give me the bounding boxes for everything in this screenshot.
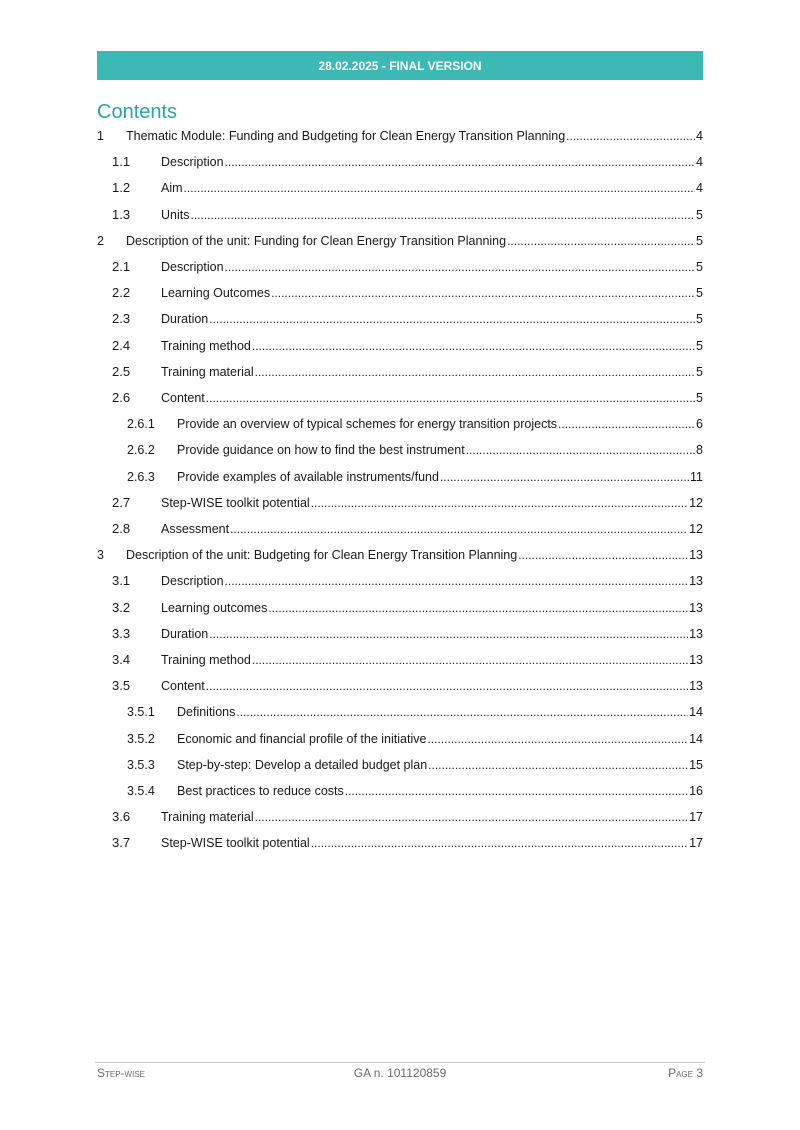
toc-entry[interactable] bbox=[97, 307, 703, 327]
toc-entry-page[interactable]: 5 bbox=[696, 286, 703, 301]
toc-entry[interactable] bbox=[97, 779, 703, 799]
toc-entry-number: 2.6.3 bbox=[127, 469, 155, 484]
toc-dot-leader bbox=[558, 416, 695, 432]
toc-entry-page[interactable]: 5 bbox=[696, 207, 703, 222]
toc-entry-page[interactable]: 5 bbox=[696, 364, 703, 379]
toc-dot-leader bbox=[518, 547, 688, 563]
toc-entry-title[interactable]: Description bbox=[161, 574, 224, 589]
toc-dot-leader bbox=[190, 207, 695, 223]
toc-entry[interactable] bbox=[97, 517, 703, 537]
toc-entry-number: 3.5.3 bbox=[127, 757, 155, 772]
toc-entry-page[interactable]: 5 bbox=[696, 260, 703, 274]
toc-entry-number: 3.5 bbox=[112, 678, 131, 694]
toc-entry-number: 3.5.1 bbox=[127, 705, 155, 720]
toc-dot-leader bbox=[345, 783, 688, 799]
toc-entry-number: 2.1 bbox=[112, 259, 131, 274]
toc-entry[interactable] bbox=[97, 150, 703, 170]
toc-entry-page[interactable]: 4 bbox=[696, 129, 703, 143]
toc-entry[interactable] bbox=[97, 753, 703, 773]
toc-dot-leader bbox=[252, 338, 695, 354]
toc-entry[interactable] bbox=[97, 176, 703, 196]
version-banner: 28.02.2025 - FINAL VERSION bbox=[97, 51, 703, 80]
toc-entry[interactable] bbox=[97, 281, 703, 301]
toc-entry-page[interactable]: 16 bbox=[689, 784, 703, 798]
toc-entry-number: 2.5 bbox=[112, 363, 131, 379]
toc-entry-page[interactable]: 11 bbox=[690, 469, 703, 484]
toc-dot-leader bbox=[252, 652, 688, 668]
toc-entry-title[interactable]: Definitions bbox=[177, 705, 236, 720]
toc-entry-number: 3.5.2 bbox=[127, 731, 155, 746]
toc-entry-number: 3.3 bbox=[112, 625, 131, 641]
toc-entry-page[interactable]: 5 bbox=[696, 391, 703, 405]
toc-entry[interactable] bbox=[97, 700, 703, 720]
toc-entry-number: 1 bbox=[97, 129, 104, 143]
toc-entry-title[interactable]: Provide examples of available instruments/fund bbox=[177, 469, 439, 484]
toc-entry[interactable] bbox=[97, 360, 703, 380]
toc-dot-leader bbox=[255, 809, 688, 825]
toc-entry-title[interactable]: Description of the unit: Budgeting for Clean Energy Transition Planning bbox=[126, 548, 518, 563]
toc-entry-number: 2.6.2 bbox=[127, 443, 155, 458]
toc-entry-page[interactable]: 13 bbox=[689, 600, 703, 615]
toc-dot-leader bbox=[230, 521, 688, 537]
toc-dot-leader bbox=[271, 285, 695, 301]
toc-entry-title[interactable]: Duration bbox=[161, 626, 209, 641]
toc-entry-title[interactable]: Description bbox=[161, 155, 224, 170]
toc-dot-leader bbox=[427, 731, 688, 747]
toc-entry-page[interactable]: 14 bbox=[689, 731, 703, 746]
toc-entry-page[interactable]: 17 bbox=[689, 836, 703, 851]
page-footer bbox=[97, 1066, 703, 1082]
toc-entry-page[interactable]: 13 bbox=[689, 653, 703, 667]
toc-dot-leader bbox=[255, 364, 695, 380]
toc-entry-title[interactable]: Step-by-step: Develop a detailed budget plan bbox=[177, 757, 428, 772]
toc-entry[interactable] bbox=[97, 255, 703, 275]
toc-entry-number: 3.4 bbox=[112, 652, 131, 667]
toc-entry-title[interactable]: Description bbox=[161, 260, 224, 274]
toc-entry-title[interactable]: Training material bbox=[161, 364, 254, 379]
toc-entry-page[interactable]: 8 bbox=[696, 443, 703, 458]
toc-entry[interactable] bbox=[97, 543, 703, 563]
toc-dot-leader bbox=[566, 128, 695, 144]
toc-entry[interactable] bbox=[97, 831, 703, 851]
toc-title: Contents bbox=[97, 101, 178, 123]
toc-dot-leader bbox=[225, 259, 696, 275]
toc-entry-title[interactable]: Aim bbox=[161, 181, 183, 196]
toc-entry[interactable] bbox=[97, 622, 703, 642]
toc-dot-leader bbox=[236, 704, 688, 720]
toc-entry-page[interactable]: 17 bbox=[689, 810, 703, 825]
toc-entry[interactable] bbox=[97, 727, 703, 747]
toc-entry-title[interactable]: Training method bbox=[161, 338, 251, 353]
toc-entry-title[interactable]: Economic and financial profile of the initiative bbox=[177, 731, 427, 746]
toc-entry[interactable] bbox=[97, 412, 703, 432]
toc-dot-leader bbox=[209, 626, 688, 642]
toc-dot-leader bbox=[466, 442, 695, 458]
toc-entry-page[interactable]: 14 bbox=[689, 705, 703, 720]
toc-entry-page[interactable]: 4 bbox=[696, 155, 703, 170]
toc-entry-number: 2.6 bbox=[112, 390, 131, 405]
toc-entry-number: 3.6 bbox=[112, 809, 131, 825]
footer-page-number: Page 3 bbox=[668, 1066, 703, 1080]
toc-entry-number: 2.4 bbox=[112, 337, 131, 353]
toc-dot-leader bbox=[507, 233, 695, 249]
toc-entry-number: 1.3 bbox=[112, 206, 131, 222]
toc-entry[interactable] bbox=[97, 648, 703, 668]
toc-entry-page[interactable]: 5 bbox=[696, 233, 703, 248]
toc-entry-title[interactable]: Provide an overview of typical schemes for energy transition projects bbox=[177, 417, 558, 432]
toc-entry-page[interactable]: 13 bbox=[689, 548, 703, 563]
toc-entry-page[interactable]: 5 bbox=[696, 312, 703, 327]
toc-entry-number: 3.5.4 bbox=[127, 784, 155, 798]
toc-entry-page[interactable]: 13 bbox=[689, 574, 703, 589]
toc-dot-leader bbox=[206, 390, 695, 406]
toc-entry-number: 2.8 bbox=[112, 521, 131, 536]
footer-grant-number: GA n. 101120859 bbox=[353, 1066, 447, 1080]
toc-entry-title[interactable]: Learning Outcomes bbox=[161, 286, 271, 301]
toc-entry-page[interactable]: 4 bbox=[696, 181, 703, 196]
toc-entry-title[interactable]: Training material bbox=[161, 810, 254, 825]
toc-entry-title[interactable]: Best practices to reduce costs bbox=[177, 784, 344, 798]
toc-dot-leader bbox=[311, 835, 688, 851]
toc-dot-leader bbox=[225, 573, 689, 589]
toc-dot-leader bbox=[206, 678, 688, 694]
toc-entry[interactable] bbox=[97, 491, 703, 511]
toc-entry-title[interactable]: Description of the unit: Funding for Clean Energy Transition Planning bbox=[126, 233, 507, 248]
toc-entry[interactable] bbox=[97, 386, 703, 406]
toc-entry-title[interactable]: Content bbox=[161, 391, 205, 405]
toc-entry-title[interactable]: Learning outcomes bbox=[161, 600, 268, 615]
toc-entry-page[interactable]: 12 bbox=[689, 495, 703, 510]
toc-entry[interactable] bbox=[97, 569, 703, 589]
toc-entry-title[interactable]: Step-WISE toolkit potential bbox=[161, 495, 310, 510]
toc-entry[interactable] bbox=[97, 203, 703, 223]
toc-entry-title[interactable]: Thematic Module: Funding and Budgeting for Clean Energy Transition Planning bbox=[126, 129, 566, 143]
toc-dot-leader bbox=[311, 495, 688, 511]
toc-entry-title[interactable]: Assessment bbox=[161, 522, 230, 536]
toc-dot-leader bbox=[428, 757, 688, 773]
toc-entry-title[interactable]: Training method bbox=[161, 653, 251, 667]
toc-entry-number: 1.1 bbox=[112, 154, 131, 170]
toc-entry[interactable] bbox=[97, 674, 703, 694]
toc-entry[interactable] bbox=[97, 465, 703, 485]
toc-entry-number: 2.2 bbox=[112, 285, 131, 301]
toc-entry-number: 3 bbox=[97, 548, 104, 563]
toc-entry[interactable] bbox=[97, 229, 703, 249]
toc-entry-title[interactable]: Content bbox=[161, 679, 205, 694]
footer-divider bbox=[95, 1062, 705, 1063]
toc-entry-title[interactable]: Provide guidance on how to find the best instrument bbox=[177, 443, 465, 458]
toc-entry-page[interactable]: 13 bbox=[689, 626, 703, 641]
toc-entry-number: 2.7 bbox=[112, 494, 131, 510]
toc-dot-leader bbox=[184, 180, 696, 196]
toc-dot-leader bbox=[268, 600, 688, 616]
toc-entry-number: 3.1 bbox=[112, 573, 131, 589]
footer-project-name: Step-wise bbox=[97, 1066, 146, 1080]
toc-dot-leader bbox=[209, 311, 695, 327]
toc-entry-title[interactable]: Duration bbox=[161, 312, 209, 327]
toc-entry-page[interactable]: 13 bbox=[689, 679, 703, 694]
toc-entry-page[interactable]: 6 bbox=[696, 417, 703, 432]
toc-entry-number: 3.2 bbox=[112, 599, 131, 615]
toc-entry-page[interactable]: 15 bbox=[689, 757, 703, 772]
toc-entry[interactable] bbox=[97, 334, 703, 354]
toc-dot-leader bbox=[440, 469, 689, 485]
toc-entry[interactable] bbox=[97, 805, 703, 825]
toc-entry[interactable] bbox=[97, 124, 703, 144]
toc-entry-number: 2.6.1 bbox=[127, 417, 155, 432]
toc-entry[interactable] bbox=[97, 596, 703, 616]
toc-entry-number: 3.7 bbox=[112, 835, 131, 851]
toc-dot-leader bbox=[225, 154, 696, 170]
toc-entry-number: 2.3 bbox=[112, 311, 131, 327]
toc-entry-title[interactable]: Units bbox=[161, 207, 190, 222]
toc-entry-page[interactable]: 5 bbox=[696, 338, 703, 353]
toc-entry-title[interactable]: Step-WISE toolkit potential bbox=[161, 836, 310, 851]
toc-entry-page[interactable]: 12 bbox=[689, 522, 703, 536]
toc-entry-number: 1.2 bbox=[112, 180, 131, 196]
toc-entry[interactable] bbox=[97, 438, 703, 458]
toc-entry-number: 2 bbox=[97, 233, 104, 248]
